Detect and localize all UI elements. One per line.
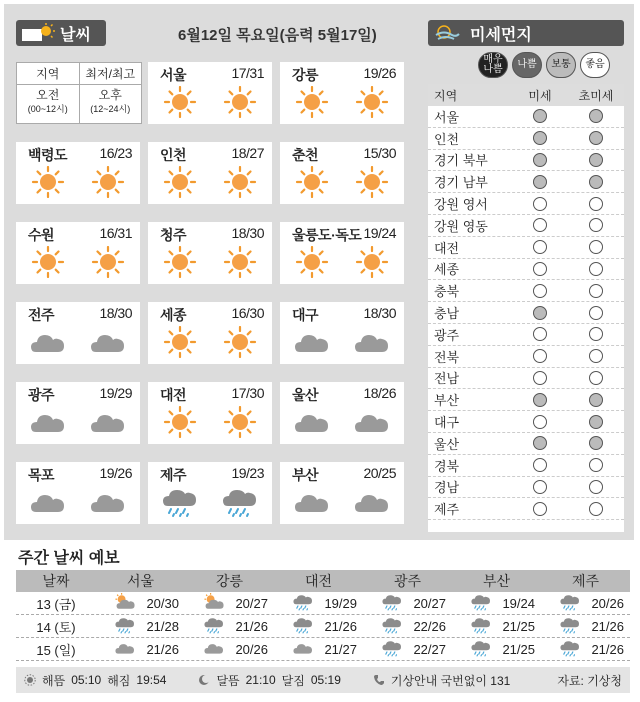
city-temp: 19/26 — [99, 465, 132, 481]
sunny-icon — [294, 86, 330, 118]
dust-table — [428, 84, 624, 532]
city-temp: 18/26 — [363, 385, 396, 401]
rain-icon — [559, 593, 581, 614]
pm10-dot — [533, 218, 547, 232]
pm25-dot — [589, 415, 603, 429]
dust-row — [428, 498, 624, 520]
pm10-dot — [533, 458, 547, 472]
weather-title: 날씨 — [60, 26, 91, 44]
dust-row — [428, 128, 624, 150]
weekly-temp: 21/27 — [324, 641, 357, 657]
cloudy-icon — [30, 326, 66, 358]
pm10-dot — [533, 131, 547, 145]
weekly-cell — [96, 639, 185, 660]
sunny-icon — [90, 246, 126, 278]
dust-region: 제주 — [434, 502, 460, 518]
weekly-temp: 21/26 — [146, 641, 179, 657]
city-card — [148, 62, 272, 124]
weekly-table — [16, 570, 630, 661]
city-temp: 19/24 — [363, 225, 396, 241]
sunny-icon — [222, 326, 258, 358]
city-temp: 18/30 — [231, 225, 264, 241]
dust-row — [428, 215, 624, 237]
weekly-city-header: 부산 — [482, 573, 511, 589]
weekly-row — [16, 638, 630, 661]
sunny-icon — [354, 246, 390, 278]
pm25-dot — [589, 371, 603, 385]
pm25-dot — [589, 480, 603, 494]
city-card — [148, 142, 272, 204]
pm25-dot — [589, 327, 603, 341]
city-card — [148, 302, 272, 364]
dust-region: 강원 영동 — [434, 218, 488, 234]
sunny-icon — [354, 86, 390, 118]
city-name: 부산 — [292, 467, 319, 483]
pm10-dot — [533, 371, 547, 385]
sunny-icon — [222, 246, 258, 278]
sunny-icon — [162, 326, 198, 358]
city-name: 수원 — [28, 227, 55, 243]
sunny-icon — [294, 166, 330, 198]
pm25-dot — [589, 393, 603, 407]
dust-row — [428, 324, 624, 346]
cloudy-icon — [90, 486, 126, 518]
weekly-temp: 21/26 — [591, 641, 624, 657]
rain-icon — [381, 639, 403, 660]
sun-icon — [24, 674, 36, 686]
city-card — [148, 382, 272, 444]
dust-region: 부산 — [434, 393, 460, 409]
city-card — [16, 302, 140, 364]
weekly-cell — [274, 639, 363, 660]
dust-row — [428, 411, 624, 433]
sunny-icon — [90, 166, 126, 198]
city-name: 인천 — [160, 147, 187, 163]
city-temp: 19/23 — [231, 465, 264, 481]
dust-row — [428, 346, 624, 368]
pm10-dot — [533, 153, 547, 167]
weekly-date: 14 (토) — [36, 619, 76, 635]
city-name: 강릉 — [292, 67, 319, 83]
city-temp: 17/31 — [231, 65, 264, 81]
rain-icon — [470, 616, 492, 637]
pm25-dot — [589, 284, 603, 298]
cloudy-icon — [30, 406, 66, 438]
city-card — [148, 222, 272, 284]
city-name: 울산 — [292, 387, 319, 403]
pm25-dot — [589, 240, 603, 254]
sunny-icon — [294, 246, 330, 278]
dust-region: 전남 — [434, 371, 460, 387]
weekly-temp: 21/26 — [324, 618, 357, 634]
weekly-cell — [363, 639, 452, 660]
dust-region: 경기 남부 — [434, 175, 488, 191]
city-temp: 19/26 — [363, 65, 396, 81]
sunny-icon — [222, 406, 258, 438]
pm10-dot — [533, 306, 547, 320]
rain-icon — [292, 616, 314, 637]
weekly-temp: 20/30 — [146, 595, 179, 611]
cloudy-icon — [294, 326, 330, 358]
pm10-dot — [533, 109, 547, 123]
dust-region: 강원 영서 — [434, 197, 488, 213]
cloudy-icon — [354, 486, 390, 518]
cloudy-icon — [294, 486, 330, 518]
legend-minmax: 최저/최고 — [85, 67, 136, 81]
dust-title: 미세먼지 — [470, 26, 532, 44]
rain-icon — [381, 616, 403, 637]
dust-row — [428, 106, 624, 128]
dust-row — [428, 302, 624, 324]
dust-row — [428, 237, 624, 259]
city-name: 울릉도·독도 — [292, 227, 362, 243]
weekly-cell — [96, 593, 185, 614]
weekly-city-header: 제주 — [571, 573, 600, 589]
dust-table-header: 지역 미세 초미세 — [428, 84, 624, 106]
dust-region: 전북 — [434, 349, 460, 365]
legend-region: 지역 — [17, 63, 80, 84]
rain-icon — [470, 593, 492, 614]
weekly-cell — [96, 616, 185, 637]
pm10-dot — [533, 436, 547, 450]
city-temp: 18/30 — [99, 305, 132, 321]
weekly-cell — [274, 616, 363, 637]
sunny-icon — [162, 86, 198, 118]
weekly-temp: 22/26 — [413, 618, 446, 634]
pm10-dot — [533, 327, 547, 341]
sunny-icon — [162, 166, 198, 198]
dust-region: 울산 — [434, 436, 460, 452]
city-name: 대전 — [160, 387, 187, 403]
dust-row — [428, 433, 624, 455]
city-name: 서울 — [160, 67, 187, 83]
weather-header — [16, 20, 106, 46]
dust-region: 경북 — [434, 458, 460, 474]
dust-header — [428, 20, 624, 46]
dust-region: 경기 북부 — [434, 153, 488, 169]
sunny-icon — [354, 166, 390, 198]
weekly-temp: 20/27 — [413, 595, 446, 611]
weekly-title: 주간 날씨 예보 — [18, 550, 120, 567]
rain-icon — [559, 639, 581, 660]
phone-icon — [373, 674, 385, 686]
weekly-temp: 19/29 — [324, 595, 357, 611]
weekly-temp: 21/25 — [502, 618, 535, 634]
pm25-dot — [589, 262, 603, 276]
city-card — [16, 462, 140, 524]
weekly-temp: 20/26 — [235, 641, 268, 657]
sunny-icon — [222, 166, 258, 198]
cloudy-icon — [292, 639, 314, 660]
cloudy-icon — [90, 326, 126, 358]
city-temp: 15/30 — [363, 145, 396, 161]
legend-pm: 오후 (12~24시) — [90, 88, 131, 114]
weekly-cell — [452, 616, 541, 637]
dust-row — [428, 259, 624, 281]
pm25-dot — [589, 436, 603, 450]
weekly-cell — [363, 593, 452, 614]
city-temp: 16/31 — [99, 225, 132, 241]
weekly-city-header: 서울 — [126, 573, 155, 589]
pm25-dot — [589, 131, 603, 145]
city-card — [148, 462, 272, 524]
pm10-dot — [533, 480, 547, 494]
dust-row — [428, 280, 624, 302]
city-name: 제주 — [160, 467, 187, 483]
weekly-cell — [185, 616, 274, 637]
city-name: 세종 — [160, 307, 187, 323]
city-card — [280, 142, 404, 204]
weekly-temp: 19/24 — [502, 595, 535, 611]
badge-very-bad: 매우나쁨 — [478, 52, 508, 78]
city-card — [16, 142, 140, 204]
dust-row — [428, 455, 624, 477]
cloudy-icon — [114, 639, 136, 660]
weekly-cell — [185, 593, 274, 614]
city-temp: 18/30 — [363, 305, 396, 321]
city-name: 춘천 — [292, 147, 319, 163]
date-label: 6월12일 목요일(음력 5월17일) — [178, 27, 377, 44]
pm25-dot — [589, 349, 603, 363]
weekly-cell — [185, 639, 274, 660]
pm10-dot — [533, 284, 547, 298]
weekly-date: 13 (금) — [36, 596, 76, 612]
pm10-dot — [533, 502, 547, 516]
weekly-cell — [363, 616, 452, 637]
city-card — [280, 382, 404, 444]
pm10-dot — [533, 175, 547, 189]
pm10-dot — [533, 349, 547, 363]
weekly-date: 15 (일) — [36, 642, 76, 658]
partly-icon — [114, 593, 136, 614]
weekly-city-header: 강릉 — [215, 573, 244, 589]
pm25-dot — [589, 197, 603, 211]
city-temp: 16/30 — [231, 305, 264, 321]
city-card — [280, 222, 404, 284]
city-temp: 16/23 — [99, 145, 132, 161]
rain-icon — [203, 616, 225, 637]
city-card — [16, 222, 140, 284]
weekly-row — [16, 592, 630, 615]
pm25-dot — [589, 175, 603, 189]
sun-cloud-logo-icon — [20, 23, 56, 43]
dust-region: 충북 — [434, 284, 460, 300]
city-card — [280, 62, 404, 124]
rain-icon — [470, 639, 492, 660]
pm10-dot — [533, 415, 547, 429]
pm25-dot — [589, 109, 603, 123]
badge-good: 좋음 — [580, 52, 610, 78]
cloudy-icon — [90, 406, 126, 438]
rain-icon — [162, 486, 198, 518]
rain-icon — [222, 486, 258, 518]
weekly-temp: 20/27 — [235, 595, 268, 611]
sunny-icon — [162, 246, 198, 278]
dust-region: 충남 — [434, 306, 460, 322]
dust-region: 광주 — [434, 327, 460, 343]
city-name: 목포 — [28, 467, 55, 483]
weekly-temp: 21/25 — [502, 641, 535, 657]
wind-sun-icon — [434, 24, 460, 42]
dust-region: 세종 — [434, 262, 460, 278]
cloudy-icon — [294, 406, 330, 438]
legend-box — [16, 62, 142, 124]
legend-am: 오전 (00~12시) — [17, 85, 80, 123]
dust-row — [428, 477, 624, 499]
sunny-icon — [162, 406, 198, 438]
weekly-cell — [541, 616, 630, 637]
dust-row — [428, 193, 624, 215]
city-card — [280, 302, 404, 364]
footer: 해뜸 05:10 해짐 19:54 달뜸 21:10 달짐 05:19 기상안내 국번없이 131 자료: 기상청 — [16, 667, 630, 693]
pm25-dot — [589, 306, 603, 320]
dust-region: 인천 — [434, 131, 460, 147]
dust-row — [428, 171, 624, 193]
city-name: 대구 — [292, 307, 319, 323]
city-temp: 17/30 — [231, 385, 264, 401]
dust-legend — [478, 52, 610, 78]
dust-region: 경남 — [434, 480, 460, 496]
city-name: 광주 — [28, 387, 55, 403]
rain-icon — [381, 593, 403, 614]
dust-region: 대구 — [434, 415, 460, 431]
dust-region: 서울 — [434, 109, 460, 125]
weekly-cell — [452, 639, 541, 660]
partly-icon — [203, 593, 225, 614]
sunny-icon — [30, 246, 66, 278]
badge-normal: 보통 — [546, 52, 576, 78]
sunny-icon — [222, 86, 258, 118]
rain-icon — [559, 616, 581, 637]
rain-icon — [292, 593, 314, 614]
city-name: 백령도 — [28, 147, 68, 163]
weekly-temp: 21/26 — [235, 618, 268, 634]
pm25-dot — [589, 502, 603, 516]
weekly-cell — [541, 639, 630, 660]
city-name: 청주 — [160, 227, 187, 243]
pm10-dot — [533, 262, 547, 276]
cloudy-icon — [30, 486, 66, 518]
dust-row — [428, 368, 624, 390]
cloudy-icon — [203, 639, 225, 660]
pm10-dot — [533, 393, 547, 407]
weekly-header: 날짜 서울 강릉 대전 광주 부산 제주 — [16, 570, 630, 592]
city-card — [16, 382, 140, 444]
weekly-cell — [274, 593, 363, 614]
weekly-cell — [452, 593, 541, 614]
weekly-cell — [541, 593, 630, 614]
weekly-temp: 20/26 — [591, 595, 624, 611]
weekly-city-header: 대전 — [304, 573, 333, 589]
badge-bad: 나쁨 — [512, 52, 542, 78]
city-name: 전주 — [28, 307, 55, 323]
dust-row — [428, 389, 624, 411]
pm10-dot — [533, 240, 547, 254]
city-temp: 18/27 — [231, 145, 264, 161]
pm25-dot — [589, 218, 603, 232]
cloudy-icon — [354, 326, 390, 358]
moon-icon — [198, 674, 210, 686]
pm25-dot — [589, 153, 603, 167]
pm10-dot — [533, 197, 547, 211]
dust-row — [428, 150, 624, 172]
weekly-temp: 21/26 — [591, 618, 624, 634]
city-temp: 20/25 — [363, 465, 396, 481]
weekly-temp: 21/28 — [146, 618, 179, 634]
city-temp: 19/29 — [99, 385, 132, 401]
weekly-row — [16, 615, 630, 638]
cloudy-icon — [354, 406, 390, 438]
city-card — [280, 462, 404, 524]
sunny-icon — [30, 166, 66, 198]
pm25-dot — [589, 458, 603, 472]
dust-region: 대전 — [434, 240, 460, 256]
rain-icon — [114, 616, 136, 637]
weekly-city-header: 광주 — [393, 573, 422, 589]
weekly-temp: 22/27 — [413, 641, 446, 657]
